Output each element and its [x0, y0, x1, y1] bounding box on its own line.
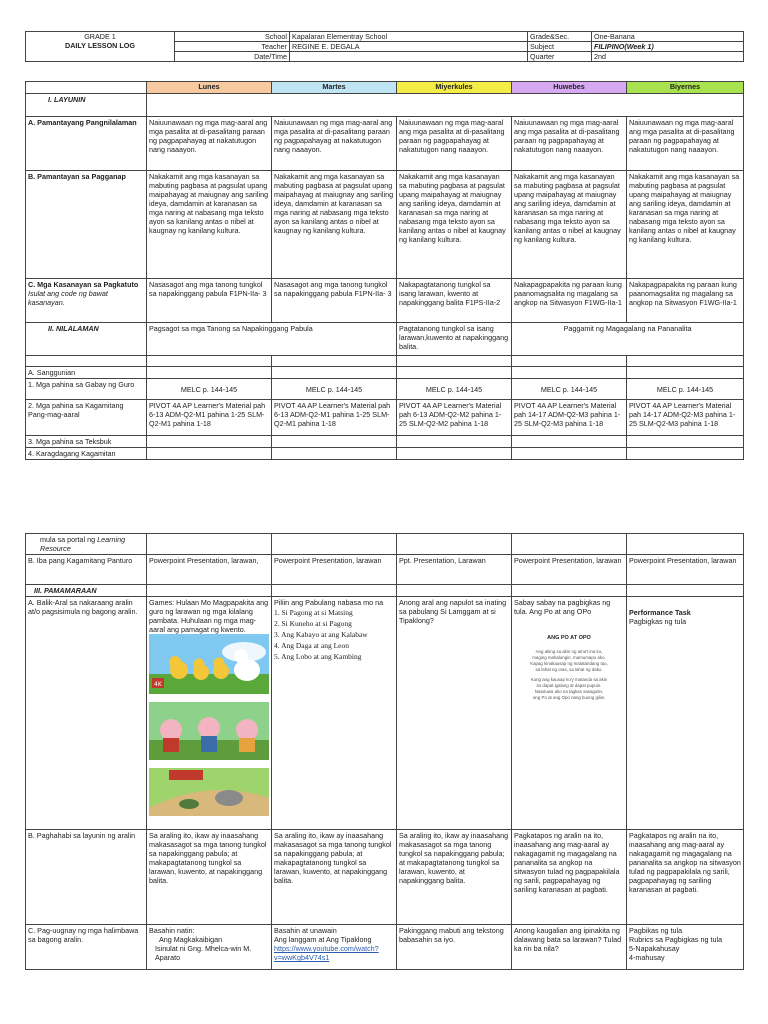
teksbuk-cell: [272, 436, 397, 448]
pag-uugnay-biyernes: [627, 925, 744, 970]
sanggunian-cell: [272, 367, 397, 379]
story-item: 4. Ang Daga at ang Leon: [274, 641, 349, 650]
pag-uugnay-miyerkules: Pakinggang mabuti ang tekstong babasahin sa iyo.: [397, 925, 512, 970]
teksbuk-cell: [397, 436, 512, 448]
karagdagang-cell: [627, 448, 744, 460]
stories-list: [274, 607, 394, 662]
portal-italic: Learning Resource: [40, 535, 126, 553]
pag-uugnay-biyernes-4: 4-mahusay: [629, 953, 665, 962]
kagamitang-label: 2. Mga pahina sa Kagamitang Pang-mag-aaral: [26, 400, 147, 436]
teksbuk-cell: [512, 436, 627, 448]
poem-line: sa lahat ng oras, sa lahat ng dako.: [535, 667, 603, 672]
poem-line: Kapag kinakausap ng matatandang tao,: [530, 661, 608, 666]
performance-task-sub: Pagbigkas ng tula: [629, 617, 687, 626]
iba-label: B. Iba pang Kagamitang Panturo: [26, 555, 147, 585]
ducks-image: [149, 634, 269, 694]
iba-miyerkules: Ppt. Presentation, Larawan: [397, 555, 512, 585]
nilalaman-huwebes-biyernes: Paggamit ng Magagalang na Pananalita: [512, 323, 744, 356]
gabay-huwebes: MELC p. 144-145: [512, 379, 627, 400]
quarter-label: Quarter: [528, 52, 592, 62]
pag-uugnay-lunes-2: Ang Magkakaibigan: [159, 935, 223, 944]
balik-aral-martes: [272, 597, 397, 830]
sanggunian-cell: [147, 367, 272, 379]
portal-cell: [26, 534, 147, 555]
iba-martes: Powerpoint Presentation, larawan: [272, 555, 397, 585]
sanggunian-label: A. Sanggunian: [26, 367, 147, 379]
balik-aral-miyerkules: Anong aral ang napulot sa inating sa pabulang Si Lamggam at si Tipaklong?: [397, 597, 512, 830]
story-item: 1. Si Pagong at si Matsing: [274, 608, 353, 617]
portal-blank: [627, 534, 744, 555]
kasanayan-lunes: Nasasagot ang mga tanong tungkol sa napakinggang pabula F1PN-IIa- 3: [147, 279, 272, 323]
poem-line: Ang aking sa akin ng ama't ina ko,: [535, 649, 603, 654]
pamamaraan-heading: III. PAMAMARAAN: [26, 585, 147, 597]
kagamitang-huwebes: PIVOT 4A AP Learner's Material pah 14-17 ADM-Q2-M3 pahina 1-25 SLM-Q2-M3 pahina 1-18: [512, 400, 627, 436]
portal-blank: [397, 534, 512, 555]
nilalaman-lunes-martes: Pagsagot sa mga Tanong sa Napakinggang Pabula: [147, 323, 397, 356]
lesson-table-page2: [25, 533, 744, 970]
karagdagang-cell: [147, 448, 272, 460]
karagdagang-cell: [397, 448, 512, 460]
datetime-value[interactable]: [290, 52, 528, 62]
pag-uugnay-martes-1: Basahin at unawain: [274, 926, 337, 935]
iba-biyernes: Powerpoint Presentation, larawan: [627, 555, 744, 585]
poem-line: ang Po at ang Opo nang buong giliw.: [532, 695, 605, 700]
kasanayan-martes: Nasasagot ang mga tanong tungkol sa napakinggang pabula F1PN-IIa- 3: [272, 279, 397, 323]
sanggunian-cell: [397, 367, 512, 379]
layunin-blank: [147, 94, 744, 117]
iba-lunes: Powerpoint Presentation, larawan,: [147, 555, 272, 585]
stories-intro: Piliin ang Pabulang nabasa mo na: [274, 598, 384, 607]
pamamaraan-blank: [147, 585, 272, 597]
gradesec-label: Grade&Sec.: [528, 32, 592, 42]
pagganap-label: B. Pamantayan sa Pagganap: [26, 171, 147, 279]
nilalaman-heading: II. NILALAMAN: [26, 323, 147, 356]
subject-label: Subject: [528, 42, 592, 52]
story-item: 3. Ang Kabayo at ang Kalabaw: [274, 630, 368, 639]
poem-line: maging mahalungin, mamumapo ako.: [532, 655, 606, 660]
subject-value[interactable]: FILIPINO(Week 1): [592, 42, 744, 52]
kagamitang-lunes: PIVOT 4A AP Learner's Material pah 6-13 ADM-Q2-M1 pahina 1-25 SLM-Q2-M1 pahina 1-18: [147, 400, 272, 436]
balik-aral-label: A. Balik-Aral sa nakaraang aralin at/o pagsisimula ng bagong aralin.: [26, 597, 147, 830]
day-header-blank: [26, 82, 147, 94]
day-biyernes: Biyernes: [627, 82, 744, 94]
pag-uugnay-lunes: [147, 925, 272, 970]
pigs-image: [149, 702, 269, 760]
kasanayan-biyernes: Nakapagpapakita ng paraan kung paanomagsalita ng magalang sa angkop na Sitwasyon F1WG-IIa-1: [627, 279, 744, 323]
pagganap-miyerkules: Nakakamit ang mga kasanayan sa mabuting pagbasa at pagsulat upang maipahayag at maiugnay ang sariling ideya, damdamin at karanasan sa mga naring at nabasang mga teksto ayon sa kanilang antas o nibel at kaugnay ng kanilang kultura.: [397, 171, 512, 279]
youtube-link[interactable]: https://www.youtube.com/watch?v=wwKgb4V74s1: [274, 944, 379, 962]
sanggunian-cell: [512, 367, 627, 379]
gabay-martes: MELC p. 144-145: [272, 379, 397, 400]
grade-cell: [26, 32, 175, 62]
paghahabi-biyernes: Pagkatapos ng aralin na ito, inaasahang ang mag-aaral ay nakagagamit ng magagalang na pananalita sa angkop na sitwasyon tulad ng pagpapakilala ng sarili, pagpapahayag ng sariling karanasan at pagbati.: [627, 830, 744, 925]
pamamaraan-blank: [512, 585, 627, 597]
pag-uugnay-martes-2: Ang langgam at Ang Tipaklong: [274, 935, 372, 944]
teksbuk-cell: [627, 436, 744, 448]
pangnilalaman-label: A. Pamantayang Pangnilalaman: [26, 117, 147, 171]
paghahabi-label: B. Paghahabi sa layunin ng aralin: [26, 830, 147, 925]
balik-aral-lunes-text: Games: Hulaan Mo Magpapakita ang guro ng larawan ng mga kilalang pambata. Huhulaan ng mga mag-aaral ang pamagat ng kwento.: [149, 598, 269, 634]
day-lunes: Lunes: [147, 82, 272, 94]
gabay-label: 1. Mga pahina sa Gabay ng Guro: [26, 379, 147, 400]
log-title: DAILY LESSON LOG: [65, 41, 135, 50]
blank-row-cell: [627, 356, 744, 367]
pag-uugnay-lunes-3: Isinulat ni Gng. Mhelca-win M. Aparato: [155, 944, 252, 962]
sanggunian-cell: [627, 367, 744, 379]
story-item: 5. Ang Lobo at ang Kambing: [274, 652, 362, 661]
pag-uugnay-martes: [272, 925, 397, 970]
kagamitang-martes: PIVOT 4A AP Learner's Material pah 6-13 ADM-Q2-M1 pahina 1-25 SLM-Q2-M1 pahina 1-18: [272, 400, 397, 436]
layunin-heading: I. LAYUNIN: [26, 94, 147, 117]
kasanayan-sub: Isulat ang code ng bawat kasanayan.: [28, 289, 108, 307]
day-huwebes: Huwebes: [512, 82, 627, 94]
teksbuk-label: 3. Mga pahina sa Teksbuk: [26, 436, 147, 448]
pagganap-martes: Nakakamit ang mga kasanayan sa mabuting pagbasa at pagsulat upang maipahayag at maiugnay ang sariling ideya, damdamin at karanasan sa mga naring at nabasang mga teksto ayon sa kanilang antas o nibel at kaugnay ng kanilang kultura.: [272, 171, 397, 279]
pangnilalaman-biyernes: Naiuunawaan ng mga mag-aaral ang mga pasalita at di-pasalitang paraan ng pagpapahayag at nakatutugon nang naaayon.: [627, 117, 744, 171]
poem-line: ito dapat igalang at dapat pupuin.: [536, 683, 602, 688]
iba-huwebes: Powerpoint Presentation, larawan: [512, 555, 627, 585]
pamamaraan-blank: [627, 585, 744, 597]
pag-uugnay-huwebes: Anong kaugalian ang ipinakita ng dalawang bata sa larawan? Tulad ka rin ba nila?: [512, 925, 627, 970]
paghahabi-martes: Sa araling ito, ikaw ay inaasahang makasasagot sa mga tanong tungkol sa napakinggang pabula; at makapagtatanong tungkol sa larawan, kuwento, at napakinggang balita.: [272, 830, 397, 925]
balik-aral-lunes: [147, 597, 272, 830]
nilalaman-miyerkules: Pagtatanong tungkol sa isang larawan,kuwento at napakinggang balita.: [397, 323, 512, 356]
gabay-lunes: MELC p. 144-145: [147, 379, 272, 400]
portal-label: mula sa portal ng: [40, 535, 96, 544]
kasanayan-miyerkules: Nakapagtatanong tungkol sa isang larawan, kwento at napakinggang balita F1PS-IIa-2: [397, 279, 512, 323]
teksbuk-cell: [147, 436, 272, 448]
gabay-biyernes: MELC p. 144-145: [627, 379, 744, 400]
blank-row-cell: [397, 356, 512, 367]
karagdagang-label: 4. Karagdagang Kagamitan: [26, 448, 147, 460]
kasanayan-label: C. Mga Kasanayan sa Pagkatuto: [28, 280, 139, 289]
pag-uugnay-label: C. Pag-uugnay ng mga halimbawa sa bagong aralin.: [26, 925, 147, 970]
gradesec-value[interactable]: One-Banana: [592, 32, 744, 42]
quarter-value[interactable]: 2nd: [592, 52, 744, 62]
pag-uugnay-lunes-1: Basahin natin:: [149, 926, 195, 935]
paghahabi-lunes: Sa araling ito, ikaw ay inaasahang makasasagot sa mga tanong tungkol sa napakinggang pabula; at makapagtatanong tungkol sa larawan, kuwento, at napakinggang balita.: [147, 830, 272, 925]
pagganap-biyernes: Nakakamit ang mga kasanayan sa mabuting pagbasa at pagsulat upang maipahayag at maiugnay ang sariling ideya, damdamin at karanasan sa mga naring at nabasang mga teksto ayon sa kanilang antas o nibel at kaugnay ng kanilang kultura.: [627, 171, 744, 279]
blank-row-label: [26, 356, 147, 367]
balik-aral-biyernes: [627, 597, 744, 830]
blank-row-cell: [512, 356, 627, 367]
kasanayan-label-cell: [26, 279, 147, 323]
lesson-table-page1: [25, 81, 744, 460]
poem-line: Kung ang kausap ko'y matanda sa akin: [530, 677, 608, 682]
pangnilalaman-miyerkules: Naiuunawaan ng mga mag-aaral ang mga pasalita at di-pasalitang paraan ng pagpapahayag at nakatutugon nang naaayon.: [397, 117, 512, 171]
paghahabi-miyerkules: Sa araling ito, ikaw ay inaasahang makasasagot sa mga tanong tungkol sa napakinggang pabula; at makapagtatanong tungkol sa larawan, kuwento, at napakinggang balita.: [397, 830, 512, 925]
pangnilalaman-lunes: Naiuunawaan ng mga mag-aaral ang mga pasalita at di-pasalitang paraan ng pagpapahayag at nakatutugon nang naaayon.: [147, 117, 272, 171]
kasanayan-huwebes: Nakapagpapakita ng paraan kung paanomagsalita ng magalang sa angkop na Sitwasyon F1WG-IIa-1: [512, 279, 627, 323]
teacher-label: Teacher: [175, 42, 290, 52]
kagamitang-miyerkules: PIVOT 4A AP Learner's Material pah 6-13 ADM-Q2-M2 pahina 1-25 SLM-Q2-M2 pahina 1-18: [397, 400, 512, 436]
poem-line: Natutuwa ako na tagkas sasagutin,: [534, 689, 604, 694]
pamamaraan-blank: [397, 585, 512, 597]
performance-task-title: Performance Task: [629, 608, 691, 617]
blank-row-cell: [272, 356, 397, 367]
poem-intro: Sabay sabay na pagbigkas ng tula. Ang Po at ang OPo: [514, 598, 611, 616]
pangnilalaman-huwebes: Naiuunawaan ng mga mag-aaral ang mga pasalita at di-pasalitang paraan ng pagpapahayag at nakatutugon nang naaayon.: [512, 117, 627, 171]
blank-row-cell: [147, 356, 272, 367]
pag-uugnay-biyernes-3: 5-Napakahusay: [629, 944, 680, 953]
day-miyerkules: Miyerkules: [397, 82, 512, 94]
portal-blank: [512, 534, 627, 555]
school-value[interactable]: Kapalaran Elementray School: [290, 32, 528, 42]
pag-uugnay-biyernes-2: Rubrics sa Pagbigkas ng tula: [629, 935, 723, 944]
pagganap-huwebes: Nakakamit ang mga kasanayan sa mabuting pagbasa at pagsulat upang maipahayag at maiugnay ang sariling ideya, damdamin at karanasan sa mga naring at nabasang mga teksto ayon sa kanilang antas o nibel at kaugnay ng kanilang kultura.: [512, 171, 627, 279]
balik-aral-huwebes: [512, 597, 627, 830]
portal-blank: [147, 534, 272, 555]
story-item: 2. Si Kuneho at si Pagong: [274, 619, 352, 628]
school-label: School: [175, 32, 290, 42]
grade-label: GRADE 1: [84, 32, 116, 41]
teacher-value[interactable]: REGINE E. DEGALA: [290, 42, 528, 52]
kagamitang-biyernes: PIVOT 4A AP Learner's Material pah 14-17 ADM-Q2-M3 pahina 1-25 SLM-Q2-M3 pahina 1-18: [627, 400, 744, 436]
portal-blank: [272, 534, 397, 555]
header-table: [25, 31, 744, 62]
race-image: [149, 768, 269, 816]
datetime-label: Date/Time: [175, 52, 290, 62]
pag-uugnay-biyernes-1: Pagbikas ng tula: [629, 926, 683, 935]
poem-body: [514, 649, 624, 701]
pangnilalaman-martes: Naiuunawaan ng mga mag-aaral ang mga pasalita at di-pasalitang paraan ng pagpapahayag at nakatutugon nang naaayon.: [272, 117, 397, 171]
karagdagang-cell: [512, 448, 627, 460]
karagdagang-cell: [272, 448, 397, 460]
pamamaraan-blank: [272, 585, 397, 597]
gabay-miyerkules: MELC p. 144-145: [397, 379, 512, 400]
pagganap-lunes: Nakakamit ang mga kasanayan sa mabuting pagbasa at pagsulat upang maipahayag at maiugnay ang sariling ideya, damdamin at karanasan sa mga naring at nabasang mga teksto ayon sa kanilang antas o nibel at kaugnay ng kanilang kultura.: [147, 171, 272, 279]
4k-badge: 4K: [154, 681, 162, 688]
day-martes: Martes: [272, 82, 397, 94]
paghahabi-huwebes: Pagkatapos ng aralin na ito, inaasahang ang mag-aaral ay nakagagamit ng magagalang na pananalita sa angkop na sitwasyon tulad ng pagpapakilala ng sarili, pagpapahayag ng sariling karanasan at pagbati.: [512, 830, 627, 925]
poem-title: ANG PO AT OPO: [547, 635, 591, 641]
